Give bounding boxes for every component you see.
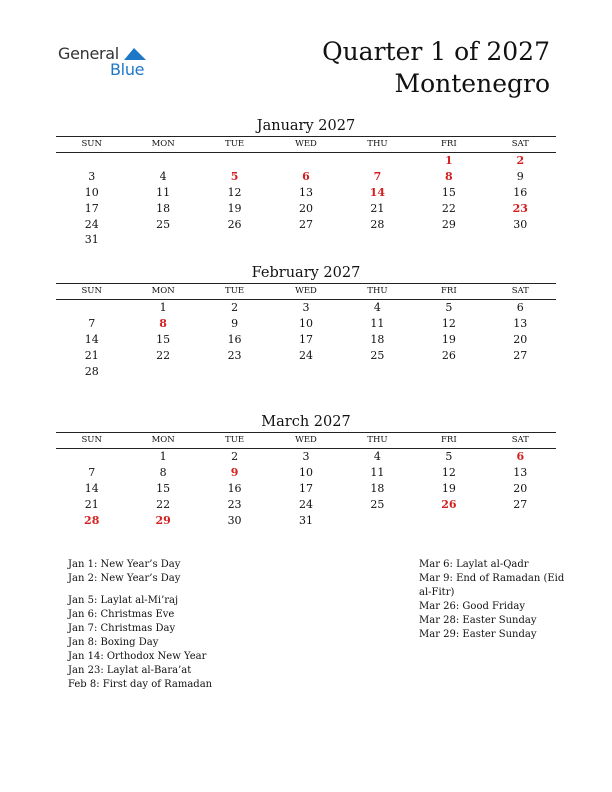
logo-triangle-icon [124, 46, 146, 60]
holiday-entry: Jan 5: Laylat al-Mi’raj [68, 595, 179, 606]
day-cell: 31 [298, 513, 313, 527]
day-cell: 8 [159, 466, 167, 480]
day-cell: 2 [231, 450, 239, 464]
weekday-sat: SAT [511, 435, 529, 445]
day-cell: 26 [227, 217, 242, 231]
weekday-header-row [56, 432, 556, 449]
day-cell: 5 [445, 450, 453, 464]
day-cell: 5 [445, 301, 453, 315]
weekday-mon: MON [151, 139, 175, 149]
day-grid [56, 153, 556, 248]
day-cell: 3 [302, 301, 310, 315]
weekday-tue: TUE [225, 286, 245, 296]
day-cell: 16 [227, 332, 242, 346]
month-march [56, 412, 556, 528]
day-cell: 19 [441, 332, 456, 346]
weekday-thu: THU [367, 139, 388, 149]
holiday-day-cell: 6 [302, 170, 310, 184]
holiday-day-cell: 6 [516, 450, 525, 464]
day-cell: 10 [84, 185, 99, 199]
day-cell: 3 [302, 450, 310, 464]
weekday-fri: FRI [441, 286, 457, 296]
holiday-entry: Mar 6: Laylat al-Qadr [419, 559, 529, 570]
day-cell: 16 [227, 481, 242, 495]
holiday-entry: Jan 23: Laylat al-Bara’at [68, 665, 192, 676]
weekday-wed: WED [295, 286, 317, 296]
day-cell: 7 [88, 317, 96, 331]
day-cell: 7 [88, 466, 96, 480]
day-cell: 2 [231, 301, 239, 315]
holiday-list-spacer [68, 586, 212, 594]
holiday-day-cell: 8 [445, 170, 453, 184]
day-cell: 20 [513, 481, 528, 495]
logo-blue-text: Blue [110, 60, 145, 79]
day-cell: 23 [227, 348, 242, 362]
holiday-day-cell: 26 [441, 497, 457, 511]
month-january [56, 116, 556, 248]
day-cell: 14 [84, 332, 99, 346]
day-cell: 4 [159, 170, 167, 184]
holiday-entry: Mar 28: Easter Sunday [419, 615, 537, 626]
day-cell: 6 [516, 301, 524, 315]
day-cell: 21 [370, 201, 385, 215]
day-cell: 18 [370, 481, 385, 495]
day-cell: 17 [298, 481, 313, 495]
day-cell: 24 [298, 348, 313, 362]
day-cell: 11 [370, 317, 385, 331]
day-cell: 31 [84, 233, 99, 247]
weekday-sun: SUN [81, 435, 102, 445]
day-cell: 22 [441, 201, 456, 215]
country-title: Montenegro [394, 69, 550, 98]
weekday-tue: TUE [225, 139, 245, 149]
weekday-mon: MON [151, 286, 175, 296]
holiday-entry: Jan 2: New Year’s Day [68, 573, 181, 584]
day-cell: 14 [84, 481, 99, 495]
holiday-day-cell: 1 [445, 154, 453, 168]
day-cell: 11 [156, 185, 171, 199]
day-cell: 23 [227, 497, 242, 511]
holiday-day-cell: 28 [84, 513, 100, 527]
day-cell: 15 [156, 481, 171, 495]
holiday-day-cell: 29 [155, 513, 171, 527]
weekday-tue: TUE [225, 435, 245, 445]
month-title: February 2027 [251, 265, 361, 281]
holiday-list-right [419, 558, 564, 642]
day-cell: 12 [441, 466, 456, 480]
page-header [322, 36, 550, 100]
weekday-header-row [56, 136, 556, 153]
day-cell: 3 [88, 170, 96, 184]
weekday-thu: THU [367, 435, 388, 445]
day-cell: 27 [298, 217, 313, 231]
day-cell: 28 [370, 217, 385, 231]
day-cell: 29 [441, 217, 456, 231]
day-cell: 17 [298, 332, 313, 346]
day-cell: 24 [84, 217, 99, 231]
weekday-fri: FRI [441, 435, 457, 445]
weekday-sun: SUN [81, 139, 102, 149]
weekday-header-row [56, 283, 556, 300]
day-cell: 19 [227, 201, 242, 215]
day-cell: 19 [441, 481, 456, 495]
day-cell: 22 [156, 348, 171, 362]
holiday-day-cell: 7 [373, 170, 382, 184]
holiday-entry: Jan 6: Christmas Eve [68, 609, 175, 620]
day-cell: 13 [513, 317, 528, 331]
day-cell: 18 [370, 332, 385, 346]
weekday-sun: SUN [81, 286, 102, 296]
day-cell: 27 [513, 497, 528, 511]
day-grid [56, 449, 556, 528]
logo [58, 44, 158, 84]
day-cell: 21 [84, 348, 99, 362]
day-cell: 24 [298, 497, 313, 511]
holiday-day-cell: 9 [230, 466, 239, 480]
day-cell: 1 [159, 450, 167, 464]
day-cell: 15 [156, 332, 171, 346]
day-cell: 26 [441, 348, 456, 362]
day-cell: 22 [156, 497, 171, 511]
day-cell: 28 [84, 364, 99, 378]
day-cell: 9 [516, 170, 524, 184]
holiday-entry: Jan 8: Boxing Day [68, 637, 159, 648]
day-cell: 30 [513, 217, 528, 231]
holiday-day-cell: 8 [159, 317, 167, 331]
month-february [56, 263, 556, 379]
day-cell: 17 [84, 201, 99, 215]
weekday-mon: MON [151, 435, 175, 445]
day-cell: 18 [156, 201, 171, 215]
day-cell: 16 [513, 185, 528, 199]
holiday-entry: Feb 8: First day of Ramadan [68, 679, 213, 690]
holiday-day-cell: 5 [230, 170, 239, 184]
holiday-day-cell: 2 [516, 154, 525, 168]
day-cell: 25 [156, 217, 171, 231]
day-cell: 10 [298, 466, 313, 480]
day-cell: 27 [513, 348, 528, 362]
holiday-entry: al-Fitr) [419, 587, 455, 598]
month-title: January 2027 [256, 118, 356, 134]
day-cell: 4 [373, 450, 381, 464]
day-cell: 10 [298, 317, 313, 331]
day-cell: 21 [84, 497, 99, 511]
day-cell: 13 [298, 185, 313, 199]
weekday-wed: WED [295, 435, 317, 445]
day-cell: 20 [298, 201, 313, 215]
weekday-sat: SAT [511, 139, 529, 149]
holiday-entry: Jan 1: New Year’s Day [68, 559, 181, 570]
weekday-fri: FRI [441, 139, 457, 149]
holiday-entry: Mar 29: Easter Sunday [419, 629, 537, 640]
holiday-day-cell: 14 [369, 185, 386, 199]
weekday-thu: THU [367, 286, 388, 296]
day-cell: 12 [441, 317, 456, 331]
day-cell: 1 [159, 301, 167, 315]
weekday-wed: WED [295, 139, 317, 149]
month-title: March 2027 [261, 414, 351, 430]
holiday-entry: Mar 9: End of Ramadan (Eid [419, 573, 565, 584]
day-cell: 9 [231, 317, 239, 331]
weekday-sat: SAT [511, 286, 529, 296]
holiday-list-left [68, 558, 212, 692]
quarter-title: Quarter 1 of 2027 [322, 37, 550, 66]
holiday-entry: Jan 7: Christmas Day [68, 623, 176, 634]
day-cell: 11 [370, 466, 385, 480]
day-cell: 15 [441, 185, 456, 199]
day-cell: 20 [513, 332, 528, 346]
holiday-entry: Mar 26: Good Friday [419, 601, 525, 612]
day-cell: 4 [373, 301, 381, 315]
day-cell: 25 [370, 497, 385, 511]
holiday-entry: Jan 14: Orthodox New Year [68, 651, 207, 662]
holiday-day-cell: 23 [512, 201, 528, 215]
day-cell: 13 [513, 466, 528, 480]
day-cell: 30 [227, 513, 242, 527]
day-grid [56, 300, 556, 379]
logo-general-text: General [58, 44, 119, 63]
day-cell: 25 [370, 348, 385, 362]
day-cell: 12 [227, 185, 242, 199]
